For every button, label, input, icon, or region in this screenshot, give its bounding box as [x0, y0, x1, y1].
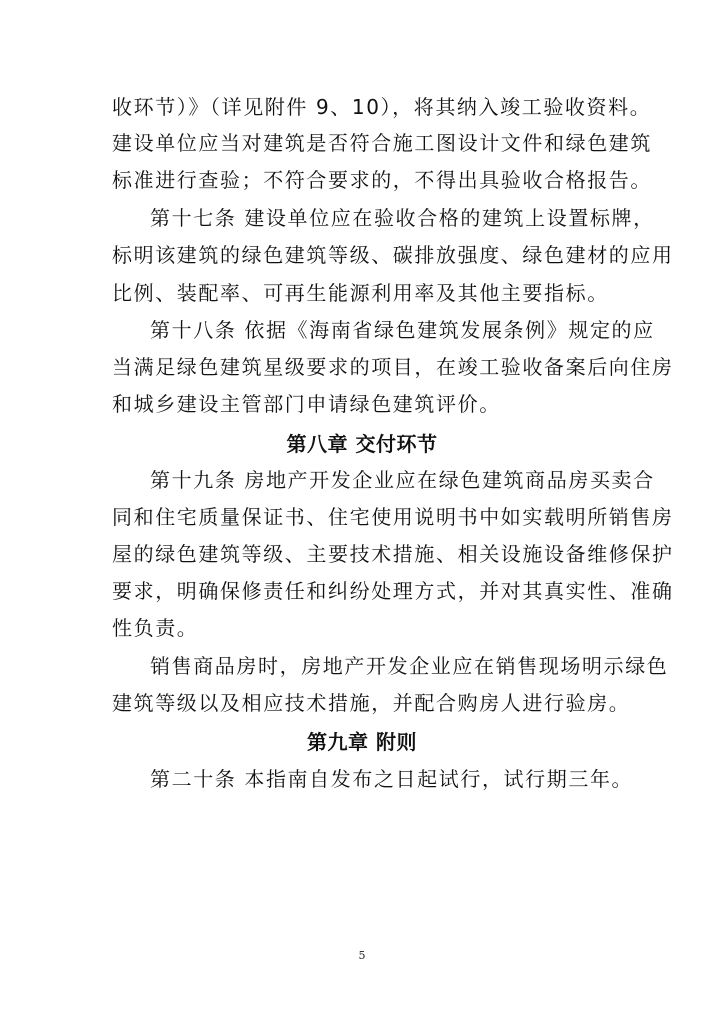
body-line: 同和住宅质量保证书、住宅使用说明书中如实载明所销售房 — [112, 505, 674, 529]
body-line: 收环节）》（详见附件 9、10），将其纳入竣工验收资料。 — [112, 95, 652, 119]
body-line: 比例、装配率、可再生能源利用率及其他主要指标。 — [112, 281, 609, 305]
article-20: 第二十条 本指南自发布之日起试行，试行期三年。 — [150, 767, 634, 791]
chapter-8-heading: 第八章 交付环节 — [286, 432, 438, 456]
paragraph-start: 销售商品房时，房地产开发企业应在销售现场明示绿色 — [150, 654, 669, 678]
body-line: 和城乡建设主管部门申请绿色建筑评价。 — [112, 392, 501, 416]
page-number: 5 — [358, 949, 366, 962]
body-line: 屋的绿色建筑等级、主要技术措施、相关设施设备维修保护 — [112, 542, 674, 566]
body-line: 建筑等级以及相应技术措施，并配合购房人进行验房。 — [112, 691, 631, 715]
body-line: 标准进行查验；不符合要求的，不得出具验收合格报告。 — [112, 168, 652, 192]
article-18-start: 第十八条 依据《海南省绿色建筑发展条例》规定的应 — [150, 318, 655, 342]
chapter-9-heading: 第九章 附则 — [307, 730, 417, 754]
article-19-start: 第十九条 房地产开发企业应在绿色建筑商品房买卖合 — [150, 468, 655, 492]
body-line: 要求，明确保修责任和纠纷处理方式，并对其真实性、准确 — [112, 579, 674, 603]
body-line: 当满足绿色建筑星级要求的项目，在竣工验收备案后向住房 — [112, 355, 674, 379]
body-line: 标明该建筑的绿色建筑等级、碳排放强度、绿色建材的应用 — [112, 243, 674, 267]
body-line: 性负责。 — [112, 616, 199, 640]
article-17-start: 第十七条 建设单位应在验收合格的建筑上设置标牌， — [150, 206, 655, 230]
body-line: 建设单位应当对建筑是否符合施工图设计文件和绿色建筑 — [112, 131, 652, 155]
